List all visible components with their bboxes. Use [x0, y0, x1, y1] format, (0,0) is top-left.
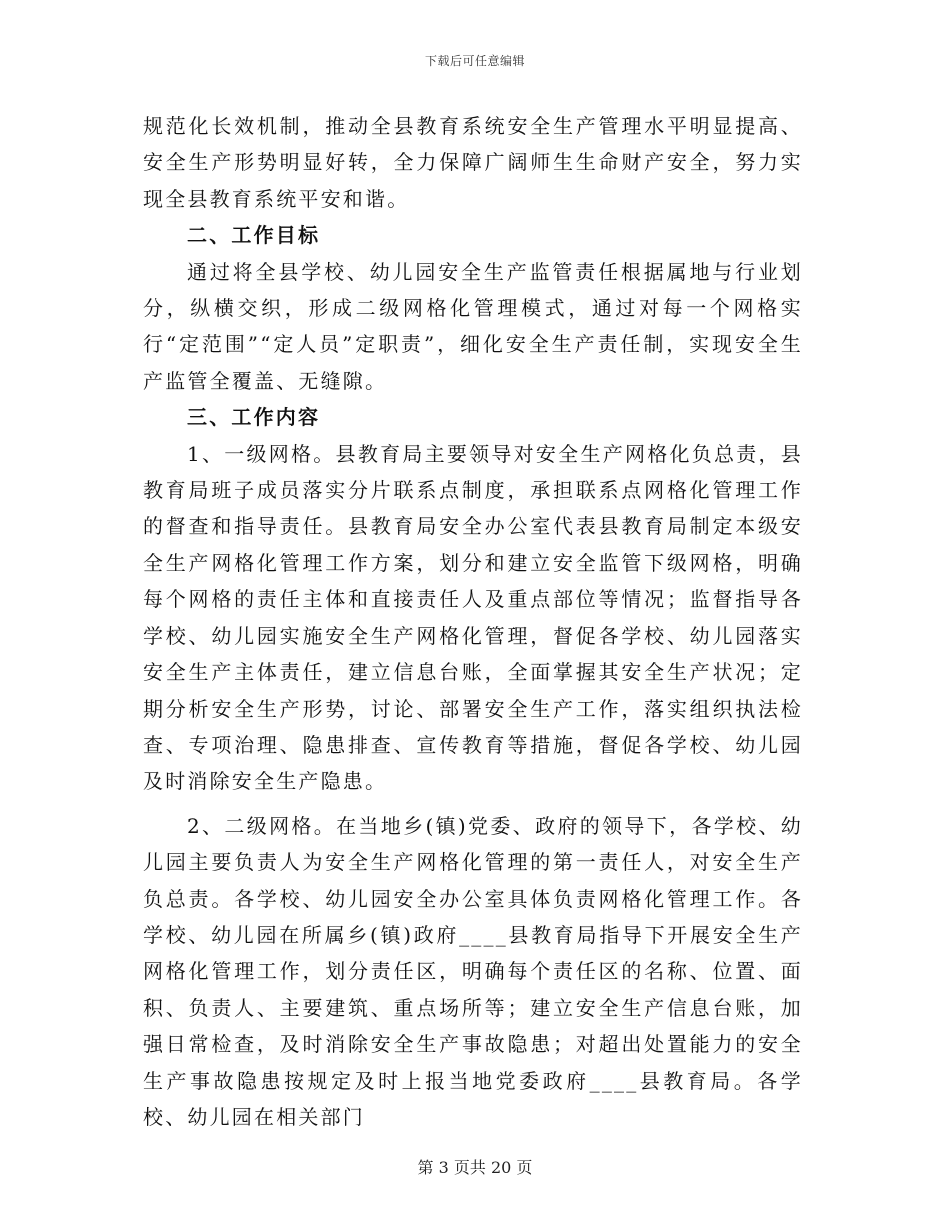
page-header: 下载后可任意编辑	[424, 54, 525, 68]
page-footer-number: 第 3 页共 20 页	[417, 1158, 533, 1177]
paragraph-goals: 通过将全县学校、幼儿园安全生产监管责任根据属地与行业划分，纵横交织，形成二级网格化管理模式，通过对每一个网格实行“定范围”“定人员”定职责”，细化安全生产责任制，实现安全生产监管全覆盖、无缝隙。	[143, 259, 803, 393]
section-heading-content: 三、工作内容	[187, 405, 321, 430]
document-body	[143, 108, 803, 1135]
paragraph-level-two-grid: 2、二级网格。在当地乡(镇)党委、政府的领导下，各学校、幼儿园主要负责人为安全生产网格化管理的第一责任人，对安全生产负总责。各学校、幼儿园安全办公室具体负责网格化管理工作。各学校、幼儿园在所属乡(镇)政府____县教育局指导下开展安全生产网格化管理工作，划分责任区，明确每个责任区的名称、位置、面积、负责人、主要建筑、重点场所等；建立安全生产信息台账，加强日常检查，及时消除安全生产事故隐患；对超出处置能力的安全生产事故隐患按规定及时上报当地党委政府____县教育局。各学校、幼儿园在相关部门	[143, 813, 803, 1129]
paragraph-continuation: 规范化长效机制，推动全县教育系统安全生产管理水平明显提高、安全生产形势明显好转，全力保障广阔师生生命财产安全，努力实现全县教育系统平安和谐。	[143, 114, 803, 211]
section-heading-goals: 二、工作目标	[187, 223, 321, 248]
paragraph-level-one-grid: 1、一级网格。县教育局主要领导对安全生产网格化负总责，县教育局班子成员落实分片联系点制度，承担联系点网格化管理工作的督查和指导责任。县教育局安全办公室代表县教育局制定本级安全生产网格化管理工作方案，划分和建立安全监管下级网格，明确每个网格的责任主体和直接责任人及重点部位等情况；监督指导各学校、幼儿园实施安全生产网格化管理，督促各学校、幼儿园落实安全生产主体责任，建立信息台账，全面掌握其安全生产状况；定期分析安全生产形势，讨论、部署安全生产工作，落实组织执法检查、专项治理、隐患排查、宣传教育等措施，督促各学校、幼儿园及时消除安全生产隐患。	[143, 441, 803, 794]
